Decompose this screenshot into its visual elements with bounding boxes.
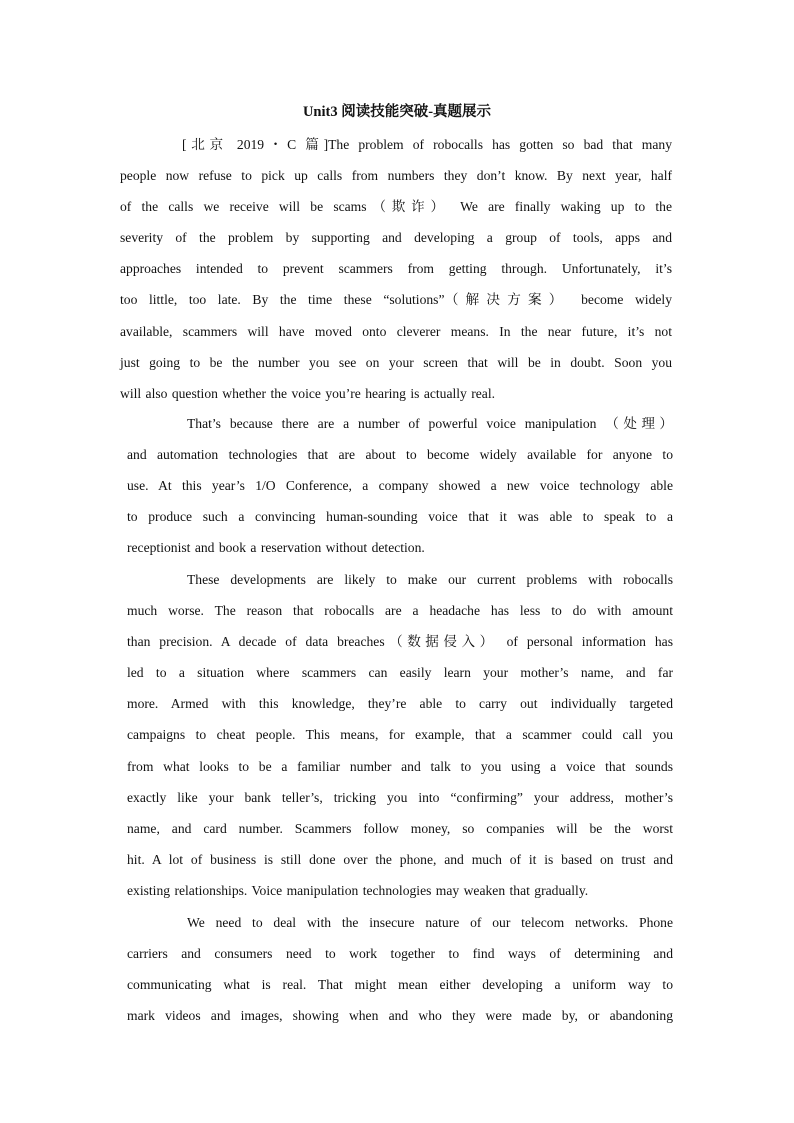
paragraph-4 [127,907,673,1031]
text-line: will also question whether the voice you’re hearing is actually real. [120,385,496,401]
text-line: communicating what is real. That might mean either developing a uniform way to [127,977,673,993]
paragraph-3 [127,564,673,906]
document-title: Unit3 阅读技能突破-真题展示 [302,104,492,120]
text-line: much worse. The reason that robocalls are a headache has less to do with amount [127,603,673,619]
text-line: carriers and consumers need to work together to find ways of determining and [127,946,673,962]
text-line: We need to deal with the insecure nature of our telecom networks. Phone [187,915,673,930]
text-line: These developments are likely to make our current problems with robocalls [187,572,673,587]
text-line: to produce such a convincing human-sounding voice that it was able to speak to a [127,509,673,525]
text-line: more. Armed with this knowledge, they’re able to carry out individually targeted [127,696,673,712]
text-line: too little, too late. By the time these “solutions”（解决方案） become widely [120,292,672,308]
text-line: than precision. A decade of data breaches（数据侵入） of personal information has [127,634,673,650]
text-line: available, scammers will have moved onto cleverer means. In the near future, it’s not [120,323,672,339]
text-line: of the calls we receive will be scams（欺诈） We are finally waking up to the [120,199,672,215]
text-line: campaigns to cheat people. This means, for example, that a scammer could call you [127,727,673,743]
text-line: just going to be the number you see on your screen that will be in doubt. Soon you [120,354,672,370]
text-line: led to a situation where scammers can easily learn your mother’s name, and far [127,665,673,681]
text-line: approaches intended to prevent scammers from getting through. Unfortunately, it’s [120,261,672,277]
text-line: use. At this year’s 1/O Conference, a company showed a new voice technology able [127,478,673,494]
text-line: existing relationships. Voice manipulation technologies may weaken that gradually. [127,882,589,898]
text-line: from what looks to be a familiar number and talk to you using a voice that sounds [127,758,673,774]
text-line: hit. A lot of business is still done over the phone, and much of it is based on trust and [127,851,673,867]
text-line: That’s because there are a number of powerful voice manipulation （处理） [187,416,673,431]
text-line: mark videos and images, showing when and who they were made by, or abandoning [127,1008,673,1024]
paragraph-1 [120,129,672,409]
text-line: people now refuse to pick up calls from numbers they don’t know. By next year, half [120,168,672,184]
text-line: severity of the problem by supporting and developing a group of tools, apps and [120,230,672,246]
text-line: and automation technologies that are about to become widely available for anyone to [127,447,673,463]
text-line: exactly like your bank teller’s, tricking you into “confirming” your address, mother’s [127,789,673,805]
text-line: [北京 2019・C 篇]The problem of robocalls has gotten so bad that many [182,137,672,152]
text-line: name, and card number. Scammers follow money, so companies will be the worst [127,820,673,836]
paragraph-2 [127,408,673,563]
text-line: receptionist and book a reservation without detection. [127,540,425,556]
